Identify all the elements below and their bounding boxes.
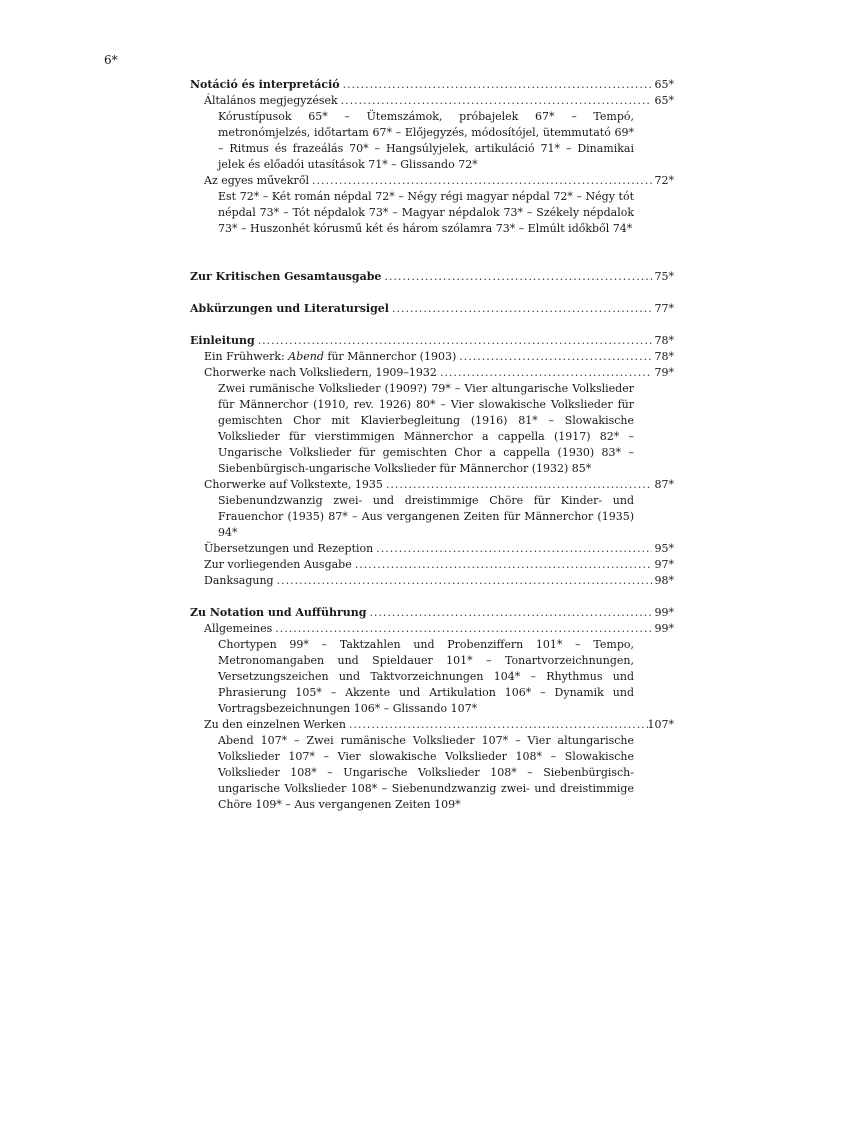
toc-entry-abkuerzungen [190,301,674,317]
toc-entry-page: 107* [647,718,674,731]
toc-entry-volkslieder [190,365,674,381]
toc-entry-volkstexte [190,477,674,493]
toc-entry-page: 75* [654,270,674,283]
dot-leader [456,349,652,365]
dot-leader [272,621,652,637]
toc-entry-page: 78* [654,334,674,347]
toc-entry-danksagung [190,573,674,589]
toc-entry-werke [190,717,674,733]
toc-entry-fruehwerk [190,349,674,365]
dot-leader [340,77,652,93]
toc-entry-title: Zu Notation und Aufführung [190,606,367,619]
toc-entry-page: 98* [654,574,674,587]
toc-entry-title: Általános megjegyzések [204,94,338,107]
dot-leader [309,173,652,189]
dot-leader [346,717,648,733]
toc-entry-ausgabe [190,557,674,573]
toc-entry-title: Allgemeines [204,622,273,635]
toc-entry-page: 97* [654,558,674,571]
toc-entry-page: 95* [654,542,674,555]
toc-entry-hu-notation [190,77,674,93]
toc-entry-title: Ein Frühwerk: Abend für Männerchor (1903) [204,350,457,363]
toc-entry-title: Zur Kritischen Gesamtausgabe [190,270,382,283]
toc-entry-title: Chorwerke nach Volksliedern, 1909–1932 [204,366,437,379]
dot-leader [352,557,652,573]
toc-entry-page: 77* [654,302,674,315]
toc-entry-details: Kórustípusok 65* – Ütemszámok, próbajelek 67* – Tempó, metronómjelzés, időtartam 67* – Előjegyzés, módosítójel, ütemmutató 69* – Ritmus és frazeálás 70* – Hangsúlyjelek, artikuláció 71* – Dinamikai jelek és előadói utasítások 71* – Glissando 72* [218,110,634,171]
toc-entry-title: Danksagung [204,574,274,587]
toc-entry-page: 72* [654,174,674,187]
toc-entry-page: 78* [654,350,674,363]
dot-leader [383,477,652,493]
toc-entry-allgemeines [190,621,674,637]
dot-leader [274,573,652,589]
toc-entry-details: Abend 107* – Zwei rumänische Volkslieder 107* – Vier altungarische Volkslieder 107* – Vier slowakische Volkslieder 108* – Slowakische Volkslieder 108* – Ungarische Volkslieder 108* – Siebenbürgisch-ungarische Volkslieder 108* – Siebenundzwanzig zwei- und dreistimmige Chöre 109* – Aus vergangenen Zeiten 109* [218,734,634,811]
toc-entry-page: 79* [654,366,674,379]
toc-entry-title: Az egyes művekről [204,174,309,187]
toc-entry-title: Abkürzungen und Literatursigel [190,302,389,315]
toc-entry-title: Notáció és interpretáció [190,78,340,91]
table-of-contents [190,77,674,813]
toc-entry-page: 99* [654,622,674,635]
toc-entry-details: Est 72* – Két román népdal 72* – Négy régi magyar népdal 72* – Négy tót népdal 73* – Tót népdalok 73* – Magyar népdalok 73* – Székely népdalok 73* – Huszonhét kórusmű két és három szólamra 73* – Elmúlt időkből 74* [218,190,634,235]
toc-entry-page: 65* [654,78,674,91]
toc-entry-title: Einleitung [190,334,255,347]
toc-entry-title: Zur vorliegenden Ausgabe [204,558,352,571]
toc-entry-details: Chortypen 99* – Taktzahlen und Probenziffern 101* – Tempo, Metronomangaben und Spieldauer 101* – Tonartvorzeichnungen, Versetzungszeichen und Taktvorzeichnungen 104* – Rhythmus und Phrasierung 105* – Akzente und Artikulation 106* – Dynamik und Vortragsbezeichnungen 106* – Glissando 107* [218,638,634,715]
dot-leader [389,301,652,317]
page-number: 6* [104,53,118,67]
toc-entry-details: Zwei rumänische Volkslieder (1909?) 79* – Vier altungarische Volkslieder für Männerchor (1910, rev. 1926) 80* – Vier slowakische Volkslieder für gemischten Chor mit Klavierbegleitung (1916) 81* – Slowakische Volkslieder für vierstimmigen Männerchor a cappella (1917) 82* – Ungarische Volkslieder für gemischten Chor a cappella (1930) 83* – Siebenbürgisch-ungarische Volkslieder für Männerchor (1932) 85* [218,382,634,475]
toc-entry-title: Zu den einzelnen Werken [204,718,346,731]
toc-entry-page: 87* [654,478,674,491]
toc-entry-uebersetzungen [190,541,674,557]
toc-entry-title: Chorwerke auf Volkstexte, 1935 [204,478,383,491]
dot-leader [255,333,652,349]
toc-entry-hu-works [190,173,674,189]
toc-entry-notation [190,605,674,621]
toc-entry-details: Siebenundzwanzig zwei- und dreistimmige Chöre für Kinder- und Frauenchor (1935) 87* – Aus vergangenen Zeiten für Männerchor (1935) 94* [218,494,634,539]
toc-entry-kritische [190,269,674,285]
dot-leader [437,365,652,381]
toc-entry-title: Übersetzungen und Rezeption [204,542,374,555]
toc-entry-hu-general [190,93,674,109]
toc-entry-page: 65* [654,94,674,107]
toc-entry-page: 99* [654,606,674,619]
dot-leader [338,93,652,109]
dot-leader [381,269,652,285]
dot-leader [373,541,652,557]
toc-entry-einleitung [190,333,674,349]
dot-leader [366,605,652,621]
